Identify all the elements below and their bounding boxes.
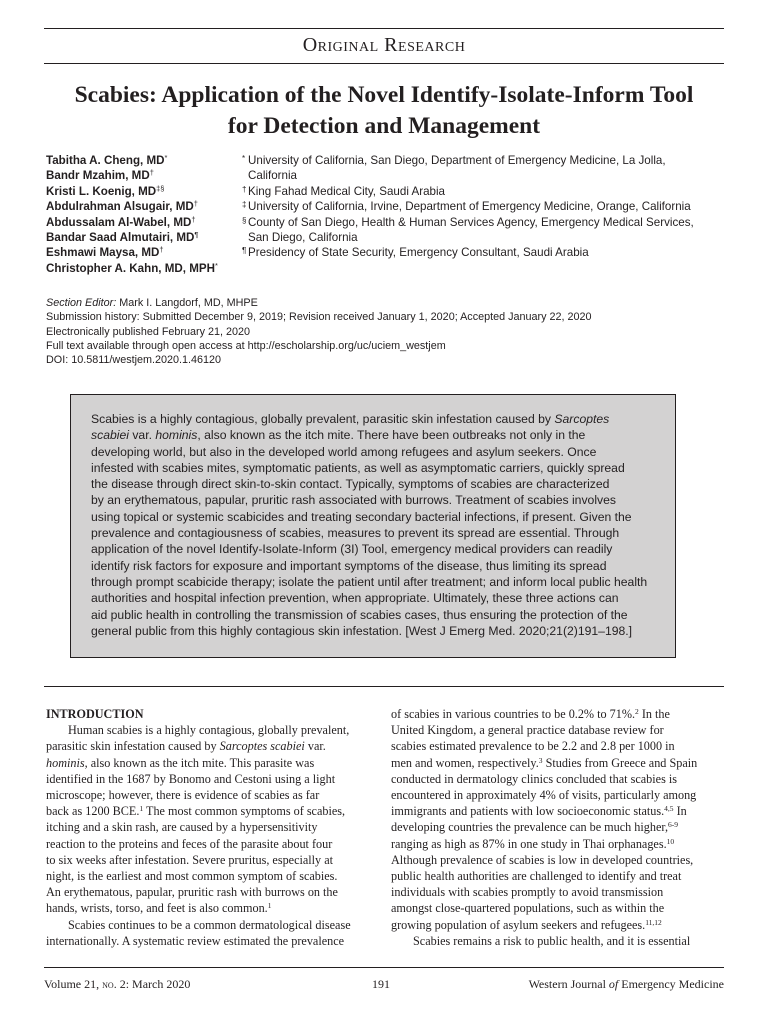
body-line: individuals with scabies promptly to avoid transmission: [391, 885, 664, 900]
body-line: to six weeks after infestation. Severe pruritus, especially at: [46, 852, 333, 867]
article-metadata: [46, 296, 726, 367]
body-line: United Kingdom, a general practice database review for: [391, 723, 664, 738]
footer-rule: [44, 967, 724, 968]
body-column-left: [46, 706, 371, 949]
abstract-line: infested with scabies mites, symptomatic patients, as well as asymptomatic carriers, quickly spread: [91, 460, 625, 475]
body-line: public health authorities are challenged to identify and treat: [391, 869, 682, 884]
affiliation: † King Fahad Medical City, Saudi Arabia: [242, 184, 445, 198]
body-divider: [44, 686, 724, 687]
body-line: Scabies remains a risk to public health, and it is essential: [413, 933, 691, 948]
abstract-line: scabiei var. hominis, also known as the itch mite. There have been outbreaks not only in the: [91, 428, 586, 443]
body-line: immigrants and patients with low socioeconomic status.$^{4,5}$ In: [391, 804, 687, 819]
title-line-2: for Detection and Management: [227, 113, 541, 139]
abstract-line: through prompt scabicide therapy; isolate the patient until after treatment; and inform local public health: [91, 574, 648, 589]
abstract-line: by an erythematous, papular, pruritic rash associated with burrows. Treatment of scabies involves: [91, 493, 616, 508]
header-rule-top: [44, 28, 724, 29]
body-line: identified in the 1687 by Bonomo and Cestoni using a light: [46, 771, 336, 786]
abstract-line: application of the novel Identify-Isolate-Inform (3I) Tool, emergency medical providers can readily: [91, 542, 613, 557]
affiliation: * University of California, San Diego, Department of Emergency Medicine, La Jolla, California: [242, 154, 666, 183]
body-line: back as 1200 BCE.$^1$ The most common symptoms of scabies,: [46, 804, 346, 819]
abstract-line: the disease through direct skin-to-skin contact. Typically, symptoms of scabies are characterized: [91, 477, 610, 492]
body-line: An erythematous, papular, pruritic rash with burrows on the: [46, 885, 338, 900]
abstract-line: identify risk factors for exposure and important symptoms of the disease, thus limiting its spread: [91, 558, 607, 573]
section-editor: Section Editor: Mark I. Langdorf, MD, MHPE: [46, 297, 258, 309]
author: Eshmawi Maysa, MD†: [46, 245, 164, 260]
abstract-line: developing world, but also in the developed world among refugees and asylum seekers. Once: [91, 444, 597, 459]
body-line: encountered in approximately 4% of visits, particularly among: [391, 788, 697, 803]
abstract-line: aid public health in controlling the transmission of scabies cases, thus ensuring the protection of the: [91, 607, 628, 622]
author: Kristi L. Koenig, MD‡§: [46, 183, 165, 198]
header-rule-bottom: [44, 63, 724, 64]
body-line: hands, wrists, torso, and feet is also common.$^1$: [46, 901, 272, 916]
body-line: Scabies continues to be a common dermatological disease: [68, 917, 351, 932]
doi[interactable]: DOI: 10.5811/westjem.2020.1.46120: [46, 354, 222, 367]
section-heading-introduction: INTRODUCTION: [46, 707, 144, 721]
body-line: itching and a skin rash, are caused by a hypersensitivity: [46, 820, 318, 835]
body-column-right: [391, 706, 716, 949]
author: Tabitha A. Cheng, MD*: [46, 153, 168, 167]
abstract-line: Scabies is a highly contagious, globally prevalent, parasitic skin infestation caused by Sarcoptes: [91, 412, 610, 426]
abstract-line: authorities and hospital infection prevention, when appropriate. Ultimately, these three actions can: [91, 591, 619, 606]
author-list: [46, 153, 246, 276]
body-line: microscope; however, there is evidence of scabies as far: [46, 788, 320, 803]
footer-page-number: 191: [372, 977, 390, 991]
body-line: amongst close-quartered populations, such as within the: [391, 901, 665, 916]
author: Bandr Mzahim, MD†: [46, 168, 154, 183]
body-line: reaction to the proteins and feces of the parasite about four: [46, 836, 333, 851]
title-line-1: Scabies: Application of the Novel Identify-Isolate-Inform Tool: [74, 82, 694, 108]
body-line: night, is the earliest and most common symptom of scabies.: [46, 869, 338, 884]
author: Abdulrahman Alsugair, MD†: [46, 199, 198, 214]
body-line: Human scabies is a highly contagious, globally prevalent,: [68, 723, 350, 738]
affiliation: ¶ Presidency of State Security, Emergency Consultant, Saudi Arabia: [242, 246, 589, 260]
open-access-link[interactable]: Full text available through open access at http://escholarship.org/uc/uciem_westjem: [46, 339, 446, 352]
body-line: scabies estimated prevalence to be 2.2 and 2.8 per 1000 in: [391, 739, 675, 754]
footer-journal: Western Journal of Emergency Medicine: [528, 977, 724, 991]
body-line: ranging as high as 87% in one study in Thai orphanages.$^{10}$: [391, 836, 675, 851]
affiliation: ‡ University of California, Irvine, Department of Emergency Medicine, Orange, California: [242, 200, 691, 214]
section-label: Original Research: [302, 34, 466, 56]
affiliation-list: [242, 153, 728, 261]
article-title: [40, 80, 728, 142]
abstract-line: prevalence and contagiousness of scabies, measures to prevent its spread are essential. Through: [91, 526, 620, 541]
abstract-line: using topical or systemic scabicides and treating secondary bacterial infections, if present. Given the: [91, 509, 632, 524]
abstract-box: [70, 394, 676, 658]
body-line: hominis, also known as the itch mite. This parasite was: [46, 755, 315, 770]
body-line: internationally. A systematic review estimated the prevalence: [46, 933, 345, 948]
abstract-line: general public from this highly contagious skin infestation. [West J Emerg Med. 2020;21(2)191–198.]: [91, 623, 633, 638]
body-line: men and women, respectively.$^3$ Studies from Greece and Spain: [391, 755, 698, 770]
affiliation: § County of San Diego, Health & Human Services Agency, Emergency Medical Services, San Diego, California: [242, 215, 694, 245]
footer-volume: Volume 21, no. 2: March 2020: [44, 977, 191, 991]
published-date: Electronically published February 21, 2020: [46, 325, 251, 338]
body-line: parasitic skin infestation caused by Sarcoptes scabiei var.: [46, 739, 326, 754]
author: Bandar Saad Almutairi, MD¶: [46, 230, 199, 245]
author: Abdussalam Al-Wabel, MD†: [46, 214, 196, 229]
author: Christopher A. Kahn, MD, MPH*: [46, 260, 218, 275]
body-line: conducted in dermatology clinics concluded that scabies is: [391, 771, 677, 786]
body-line: Although prevalence of scabies is low in developed countries,: [391, 852, 694, 867]
body-line: growing population of asylum seekers and refugees.$^{11,12}$: [391, 917, 662, 932]
submission-history: Submission history: Submitted December 9, 2019; Revision received January 1, 2020; Accepted January 22, 2020: [46, 311, 592, 324]
body-line: of scabies in various countries to be 0.2% to 71%.$^2$ In the: [391, 707, 670, 721]
body-line: developing countries the prevalence can be much higher,$^{6-9}$: [391, 820, 679, 835]
